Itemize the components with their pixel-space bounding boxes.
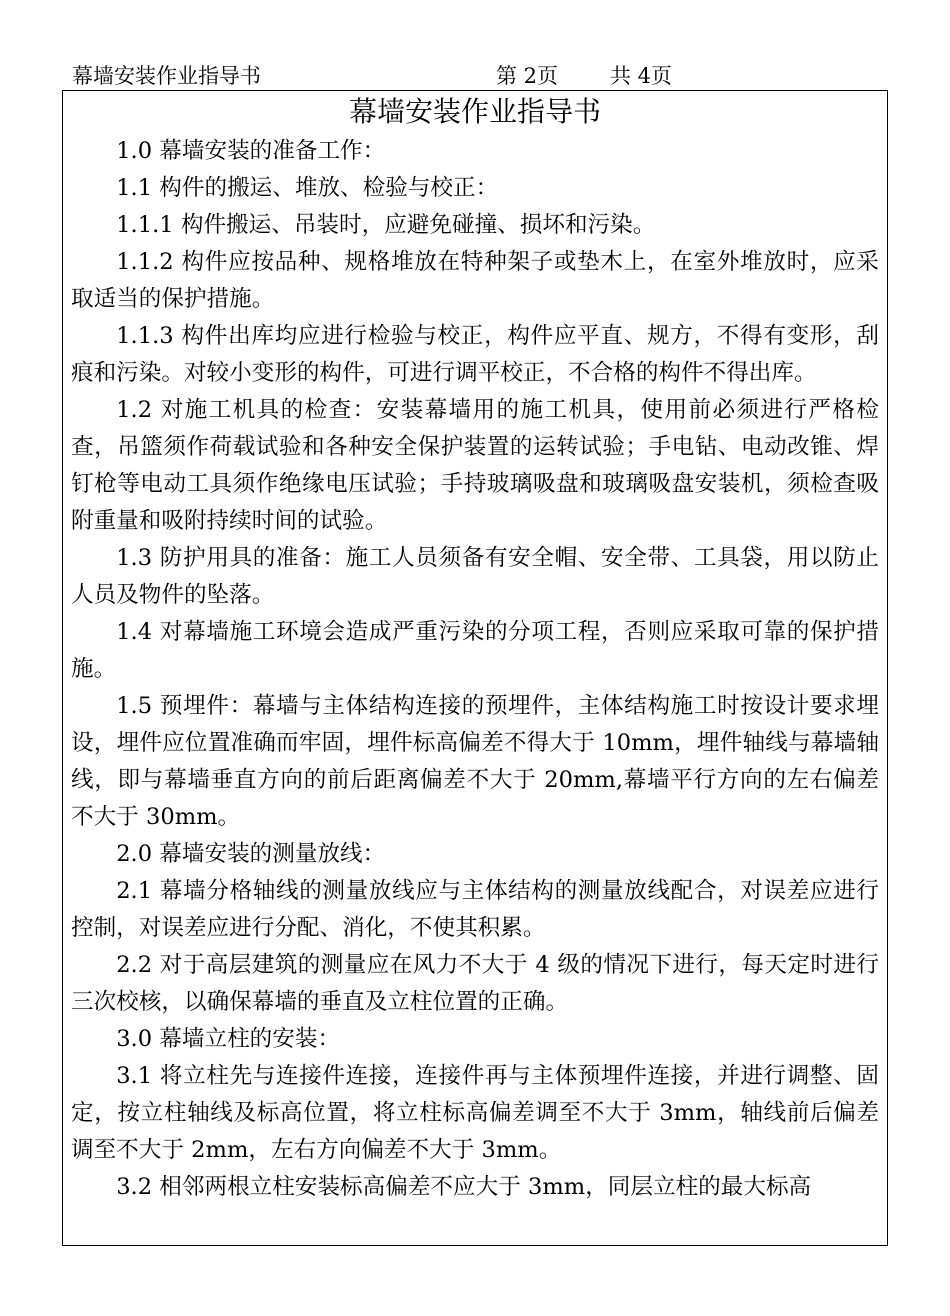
paragraph-2-1: 2.1 幕墙分格轴线的测量放线应与主体结构的测量放线配合，对误差应进行控制，对误差应进行分配、消化，不使其积累。 [71,878,879,941]
header-doc-name: 幕墙安装作业指导书 [72,64,261,88]
paragraph-1-2: 1.2 对施工机具的检查：安装幕墙用的施工机具，使用前必须进行严格检查，吊篮须作荷载试验和各种安全保护装置的运转试验；手电钻、电动改锥、焊钉枪等电动工具须作绝缘电压试验；手持玻璃吸盘和玻璃吸盘安装机，须检查吸附重量和吸附持续时间的试验。 [71,397,879,534]
document-body [63,133,887,1206]
paragraph-1-4: 1.4 对幕墙施工环境会造成严重污染的分项工程，否则应采取可靠的保护措施。 [71,619,879,682]
paragraph-3-1: 3.1 将立柱先与连接件连接，连接件再与主体预埋件连接，并进行调整、固定，按立柱轴线及标高位置，将立柱标高偏差调至不大于 3mm，轴线前后偏差调至不大于 2mm，左右方向偏差不大于 3mm。 [71,1063,879,1163]
header-page-number: 第 2页 [496,64,559,88]
document-title: 幕墙安装作业指导书 [348,95,601,128]
paragraph-2-0: 2.0 幕墙安装的测量放线： [116,841,386,867]
running-header [72,62,890,90]
paragraph-1-1-2: 1.1.2 构件应按品种、规格堆放在特种架子或垫木上，在室外堆放时，应采取适当的保护措施。 [71,249,879,312]
paragraph-1-5: 1.5 预埋件：幕墙与主体结构连接的预埋件，主体结构施工时按设计要求埋设，埋件应位置准确而牢固，埋件标高偏差不得大于 10mm，埋件轴线与幕墙轴线，即与幕墙垂直方向的前后距离偏差不大于 20mm,幕墙平行方向的左右偏差不大于 30mm。 [71,693,879,830]
paragraph-1-1-1: 1.1.1 构件搬运、吊装时，应避免碰撞、损坏和污染。 [116,212,656,238]
paragraph-1-3: 1.3 防护用具的准备：施工人员须备有安全帽、安全带、工具袋，用以防止人员及物件的坠落。 [71,545,879,608]
paragraph-1-1: 1.1 构件的搬运、堆放、检验与校正： [116,175,499,201]
paragraph-1-0: 1.0 幕墙安装的准备工作： [116,138,386,164]
paragraph-3-0: 3.0 幕墙立柱的安装： [116,1026,341,1052]
document-frame [62,90,888,1246]
header-page-total: 共 4页 [610,64,673,88]
paragraph-1-1-3: 1.1.3 构件出库均应进行检验与校正，构件应平直、规方，不得有变形，刮痕和污染。对较小变形的构件，可进行调平校正，不合格的构件不得出库。 [71,323,879,386]
paragraph-3-2: 3.2 相邻两根立柱安装标高偏差不应大于 3mm，同层立柱的最大标高 [116,1174,812,1200]
paragraph-2-2: 2.2 对于高层建筑的测量应在风力不大于 4 级的情况下进行，每天定时进行三次校核，以确保幕墙的垂直及立柱位置的正确。 [71,952,879,1015]
